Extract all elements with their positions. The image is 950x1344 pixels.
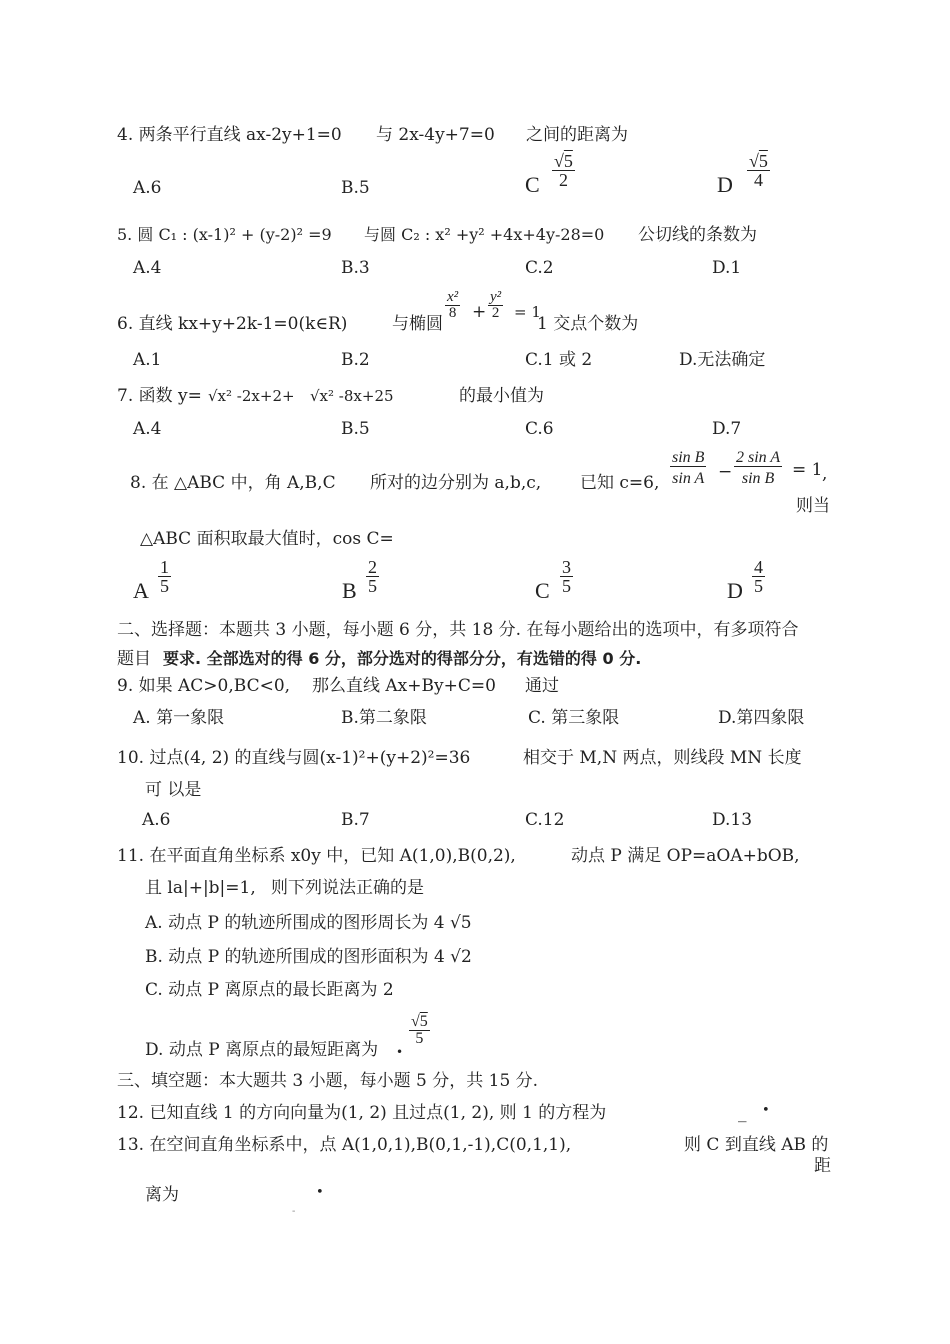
q8-f2-num: 2 sin A [736,449,781,466]
q5-option-d: D.1 [712,258,742,278]
section-2-heading-cont: 题目 [117,649,151,669]
q7-option-b: B.5 [341,419,370,439]
q11-line-2b: 则下列说法正确的是 [271,878,424,898]
q9-option-d: D.第四象限 [718,708,805,728]
q10-stem-2: 相交于 M,N 两点，则线段 MN 长度 [523,748,802,768]
q9-option-a: A. 第一象限 [133,708,225,728]
q4-option-a: A.6 [133,178,162,198]
q8-f1-num: sin B [672,449,705,466]
q6-equals: = 1 [514,303,541,321]
q6-fraction-x [445,290,460,321]
q13-mark: - [292,1206,296,1217]
q13-stem-2: 则 C 到直线 AB 的 [684,1135,829,1155]
q8-a-num: 1 [160,557,169,577]
q5-option-a: A.4 [133,258,162,278]
q11-stem: 11. 在平面直角坐标系 x0y 中，已知 A(1,0),B(0,2), [117,846,516,866]
q4-c-num: 5 [563,151,573,171]
q11-option-d-dot: • [396,1045,404,1059]
q5-stem-3: 公切线的条数为 [638,225,757,245]
q6-option-a: A.1 [133,350,162,370]
q8-then: 则当 [796,496,830,516]
q4-c-den: 2 [558,170,568,190]
q8-c-den: 5 [562,576,571,596]
q8-f1-den: sin A [672,470,705,487]
q4-d-num: 5 [758,151,768,171]
q5-stem: 5. 圆 C₁ : (x-1)² + (y-2)² =9 [117,225,332,244]
q4-option-b: B.5 [341,178,370,198]
q6-f1-num: x² [447,289,459,305]
q13-stem: 13. 在空间直角坐标系中，点 A(1,0,1),B(0,1,-1),C(0,1,1), [117,1135,572,1155]
q8-fraction-1 [670,450,706,487]
q8-stem: 8. 在 △ABC 中，角 A,B,C [130,473,336,493]
q8-option-d: D [727,578,743,603]
q9-stem: 9. 如果 AC>0,BC<0, [117,676,291,696]
q8-stem-2: 所对的边分别为 a,b,c, [370,473,542,493]
q8-fraction-2 [734,450,782,487]
q8-minus: − [718,462,733,482]
q5-option-c: C.2 [525,258,554,278]
q6-f2-den: 2 [488,305,503,321]
q7-radical-2: √x² -8x+25 [310,387,394,405]
q8-option-b: B [342,578,357,603]
q4-stem-2: 与 2x-4y+7=0 [376,125,495,145]
q12-blank: _ [738,1103,747,1123]
q4-d-den: 4 [753,170,763,190]
section-2-heading: 二、选择题：本题共 3 小题，每小题 6 分，共 18 分. 在每小题给出的选项中，有多项符合 [117,620,799,640]
q6-stem-3: 1 交点个数为 [537,314,639,334]
q11-line-2a: 且 la|+|b|=1, [145,878,256,898]
q9-stem-2: 那么直线 Ax+By+C=0 [312,676,496,696]
q8-option-c: C [535,578,550,603]
q10-stem: 10. 过点(4, 2) 的直线与圆(x-1)²+(y+2)²=36 [117,748,471,768]
q6-f1-den: 8 [445,305,460,321]
q6-option-c: C.1 或 2 [525,350,593,370]
q8-b-num: 2 [368,557,377,577]
q10-option-a: A.6 [142,810,171,830]
q8-option-b-fraction [366,558,379,595]
q6-plus: + [472,302,487,322]
q11-option-a: A. 动点 P 的轨迹所围成的图形周长为 4 √5 [145,913,472,933]
q13-line-2: 离为 [145,1185,179,1205]
q4-option-d-fraction: $\frac{√5}{4}$ [749,151,768,190]
q11-d-den: 5 [415,1030,424,1047]
q8-d-num: 4 [754,557,763,577]
q10-option-d: D.13 [712,810,753,830]
q8-d-den: 5 [754,576,763,596]
q8-comma: , [822,464,828,484]
q6-f2-num: y² [490,289,502,305]
q8-b-den: 5 [368,576,377,596]
q9-stem-3: 通过 [525,676,559,696]
q13-dot: • [316,1185,324,1200]
q7-option-c: C.6 [525,419,554,439]
q8-line-2: △ABC 面积取最大值时，cos C= [140,529,394,549]
q10-line-2: 可 以是 [145,780,202,800]
q9-option-b: B.第二象限 [341,708,427,728]
q8-option-d-fraction [752,558,765,595]
q5-stem-2: 与圆 C₂ : x² +y² +4x+4y-28=0 [364,225,605,244]
q11-option-d-fraction: $\frac{√5}{5}$ [411,1013,428,1047]
q8-f2-den: sin B [741,470,775,487]
q8-stem-3: 已知 c=6, [580,473,660,493]
q7-radical-1: √x² -2x+2+ [208,387,295,405]
section-3-heading: 三、填空题：本大题共 3 小题，每小题 5 分，共 15 分. [117,1071,539,1091]
q8-option-a-fraction [158,558,171,595]
q8-option-c-fraction [560,558,573,595]
q6-fraction-y [488,290,503,321]
q8-a-den: 5 [160,576,169,596]
q4-option-c: C [525,172,540,197]
q9-option-c: C. 第三象限 [528,708,620,728]
q5-option-b: B.3 [341,258,370,278]
q6-stem-2: 与椭圆 [392,314,443,334]
q11-option-b: B. 动点 P 的轨迹所围成的图形面积为 4 √2 [145,947,472,967]
q6-stem: 6. 直线 kx+y+2k-1=0(k∈R) [117,314,348,334]
q11-option-d: D. 动点 P 离原点的最短距离为 [145,1040,379,1060]
q6-option-b: B.2 [341,350,370,370]
q11-option-c: C. 动点 P 离原点的最长距离为 2 [145,980,394,1000]
q7-option-a: A.4 [133,419,162,439]
q11-d-num: 5 [419,1013,428,1030]
q4-option-c-fraction: $\frac{√5}{2}$ [554,151,573,190]
q4-stem: 4. 两条平行直线 ax-2y+1=0 [117,125,342,145]
q4-stem-3: 之间的距离为 [526,125,628,145]
section-2-rules: 要求. 全部选对的得 6 分，部分选对的得部分分，有选错的得 0 分. [163,649,642,668]
q4-option-d: D [717,172,733,197]
q7-stem: 7. 函数 y= [117,386,202,406]
q8-c-num: 3 [562,557,571,577]
q8-equals: = 1 [792,460,823,480]
q7-stem-3: 的最小值为 [459,386,544,406]
q13-dist: 距 [814,1156,831,1176]
q12-stem: 12. 已知直线 1 的方向向量为(1, 2) 且过点(1, 2), 则 1 的方程为 [117,1103,607,1123]
q10-option-b: B.7 [341,810,370,830]
q12-dot: • [762,1103,770,1118]
q10-option-c: C.12 [525,810,565,830]
q8-option-a: A [133,578,149,603]
q6-option-d: D.无法确定 [679,350,766,370]
q7-option-d: D.7 [712,419,742,439]
q11-stem-2: 动点 P 满足 OP=aOA+bOB, [571,846,800,866]
